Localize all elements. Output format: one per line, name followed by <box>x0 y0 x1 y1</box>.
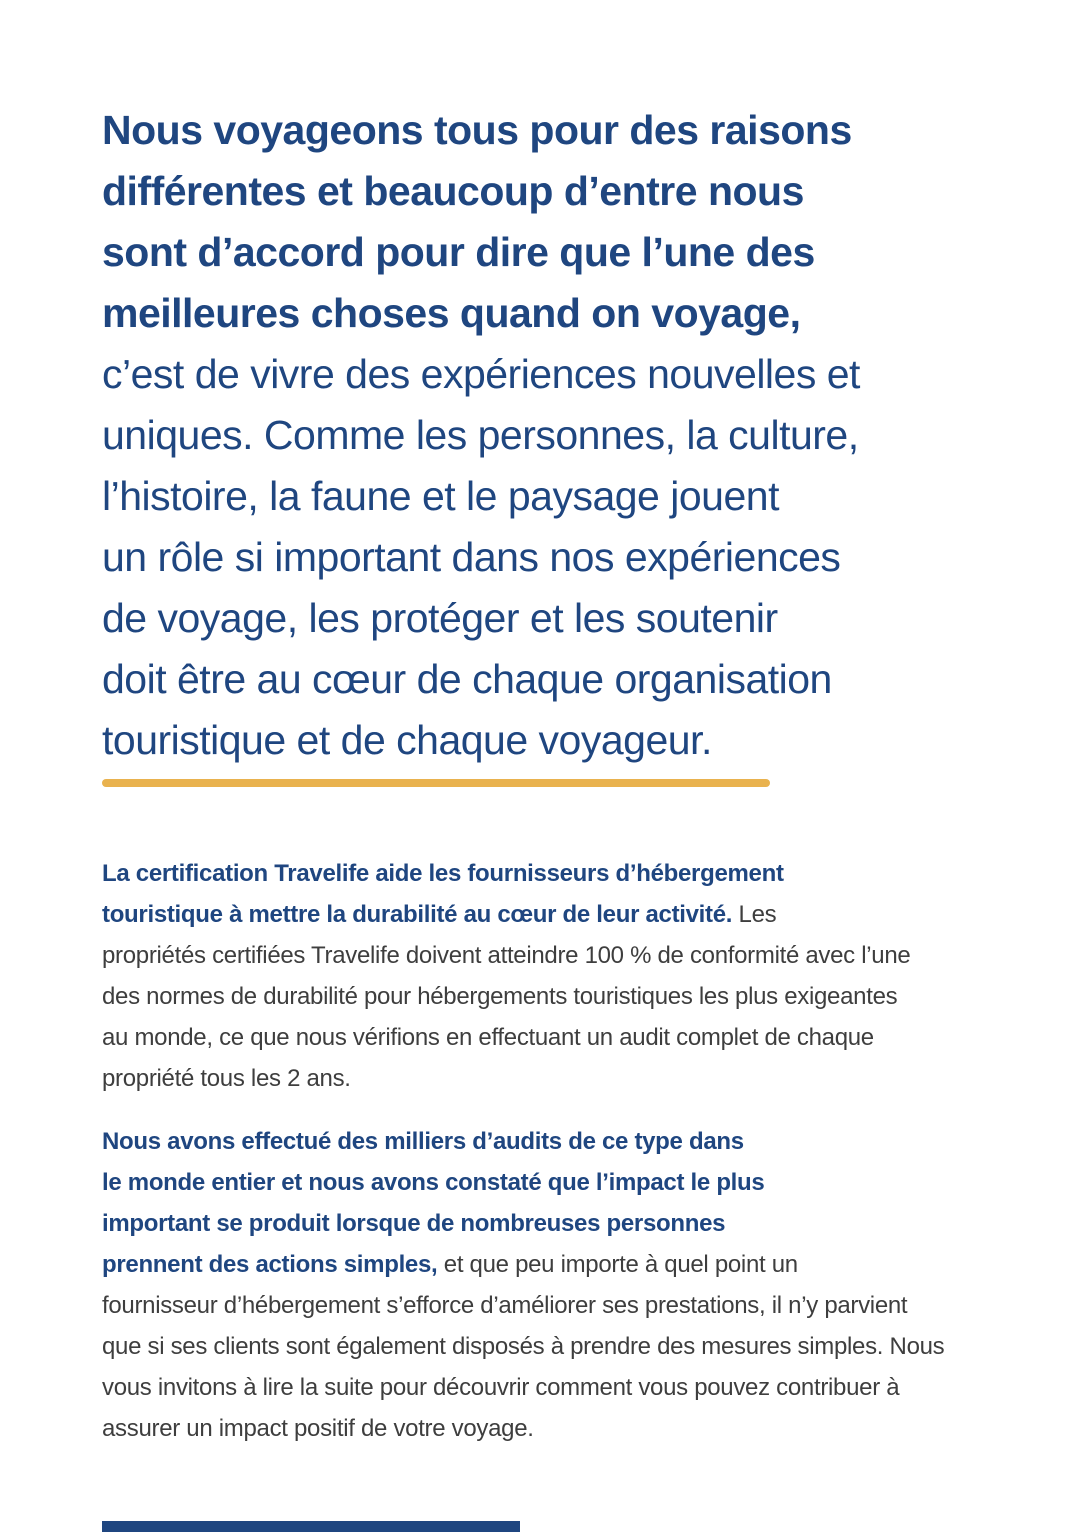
paragraph-body-text: propriété tous les 2 ans. <box>102 1065 351 1092</box>
paragraph-body-text: propriétés certifiées Travelife doivent atteindre 100 % de conformité avec l’une <box>102 942 911 969</box>
intro-heading-line: un rôle si important dans nos expériences <box>102 534 841 580</box>
footer-accent-bar <box>102 1521 520 1532</box>
gold-divider-rule <box>102 779 770 787</box>
paragraph-line <box>102 1408 1002 1449</box>
paragraph-lead-text: touristique à mettre la durabilité au cœur de leur activité. <box>102 901 733 928</box>
paragraph-line <box>102 1121 1002 1162</box>
paragraph-lead-text: La certification Travelife aide les fournisseurs d’hébergement <box>102 860 784 887</box>
page-content <box>102 100 1002 1449</box>
paragraph-certification <box>102 853 1002 1099</box>
paragraph-line <box>102 1162 1002 1203</box>
paragraph-line <box>102 1203 1002 1244</box>
paragraph-line <box>102 935 1002 976</box>
intro-heading-line: doit être au cœur de chaque organisation <box>102 656 832 702</box>
paragraph-line <box>102 1326 1002 1367</box>
paragraph-body-text: des normes de durabilité pour hébergements touristiques les plus exigeantes <box>102 983 898 1010</box>
intro-heading-line: différentes et beaucoup d’entre nous <box>102 168 804 214</box>
paragraph-line <box>102 894 1002 935</box>
intro-heading-line: uniques. Comme les personnes, la culture, <box>102 412 859 458</box>
intro-heading-line: de voyage, les protéger et les soutenir <box>102 595 778 641</box>
paragraph-body-text: vous invitons à lire la suite pour découvrir comment vous pouvez contribuer à <box>102 1374 900 1401</box>
intro-heading-line: meilleures choses quand on voyage, <box>102 290 801 336</box>
paragraph-body-text: assurer un impact positif de votre voyage. <box>102 1415 534 1442</box>
intro-heading-line: Nous voyageons tous pour des raisons <box>102 107 852 153</box>
paragraph-body-text: au monde, ce que nous vérifions en effectuant un audit complet de chaque <box>102 1024 874 1051</box>
paragraph-line <box>102 853 1002 894</box>
paragraph-line <box>102 1058 1002 1099</box>
paragraph-lead-text: important se produit lorsque de nombreuses personnes <box>102 1210 726 1237</box>
intro-heading-line: l’histoire, la faune et le paysage jouent <box>102 473 779 519</box>
intro-heading-line: sont d’accord pour dire que l’une des <box>102 229 815 275</box>
paragraph-line <box>102 1367 1002 1408</box>
paragraph-line <box>102 976 1002 1017</box>
paragraph-lead-text: le monde entier et nous avons constaté que l’impact le plus <box>102 1169 765 1196</box>
paragraph-body-text: Les <box>732 901 777 928</box>
paragraph-body-text: fournisseur d’hébergement s’efforce d’améliorer ses prestations, il n’y parvient <box>102 1292 908 1319</box>
paragraph-audits <box>102 1121 1002 1449</box>
paragraph-line <box>102 1244 1002 1285</box>
paragraph-line <box>102 1285 1002 1326</box>
intro-heading <box>102 100 1002 771</box>
paragraph-lead-text: Nous avons effectué des milliers d’audits de ce type dans <box>102 1128 744 1155</box>
intro-heading-line: touristique et de chaque voyageur. <box>102 717 712 763</box>
paragraph-body-text: et que peu importe à quel point un <box>437 1251 798 1278</box>
paragraph-lead-text: prennent des actions simples, <box>102 1251 438 1278</box>
paragraph-line <box>102 1017 1002 1058</box>
intro-heading-line: c’est de vivre des expériences nouvelles et <box>102 351 860 397</box>
paragraph-body-text: que si ses clients sont également disposés à prendre des mesures simples. Nous <box>102 1333 945 1360</box>
